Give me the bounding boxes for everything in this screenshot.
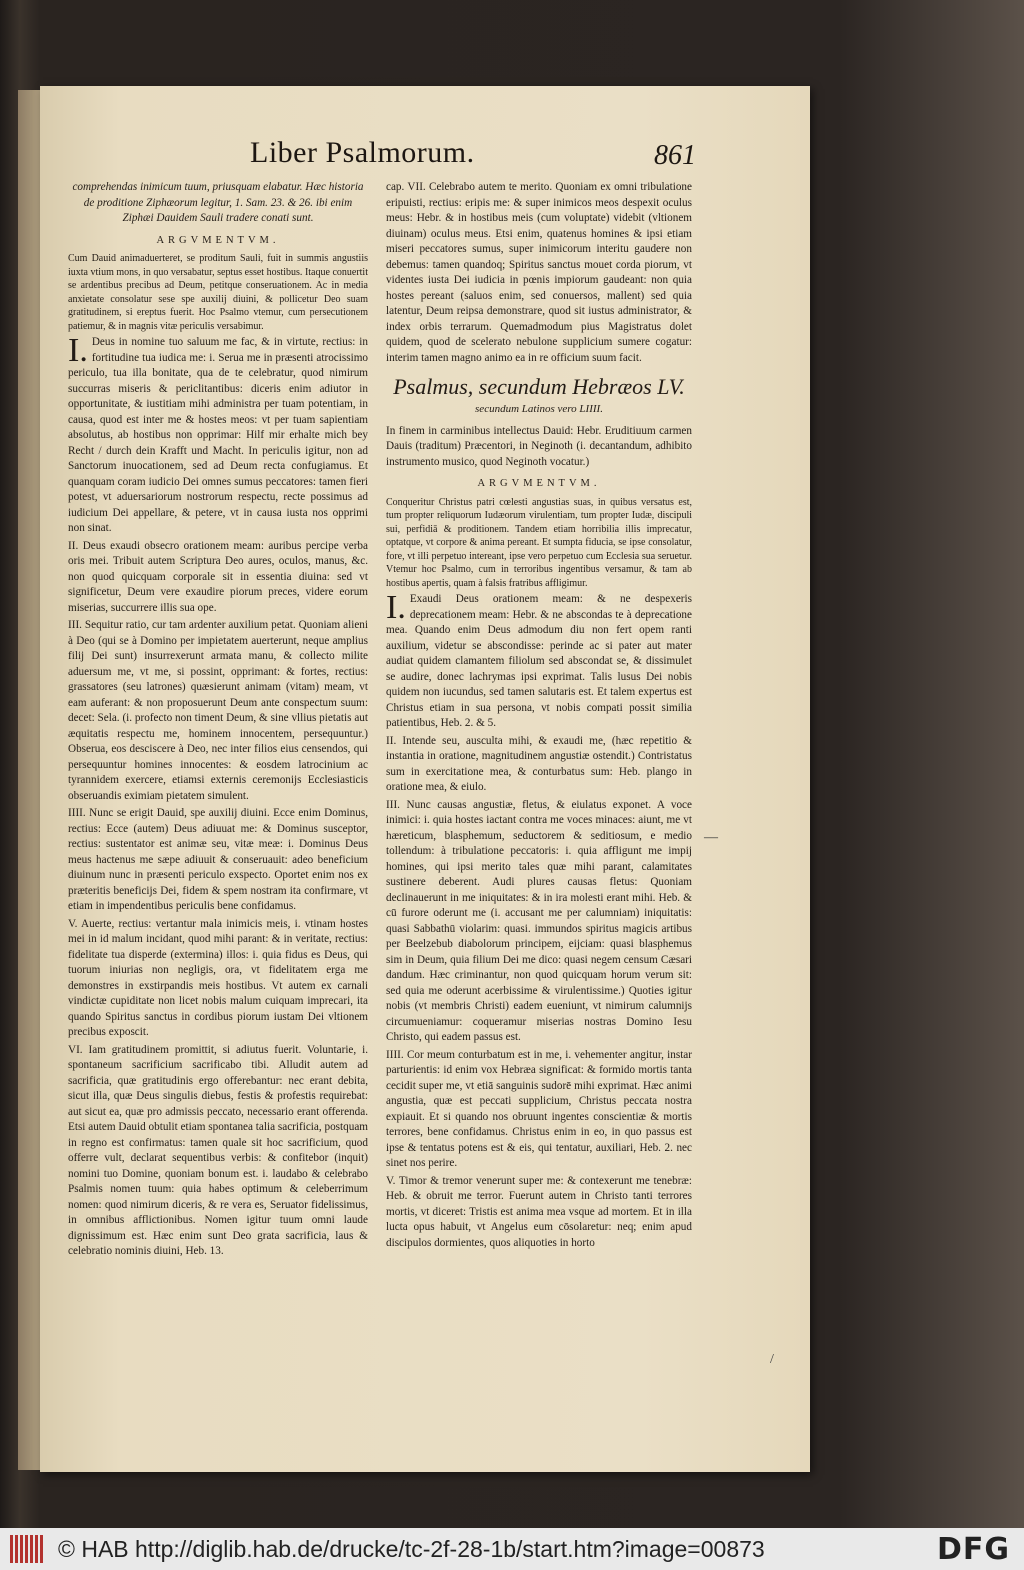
margin-pencil-mark: — xyxy=(704,830,718,845)
drop-cap-e: I. xyxy=(386,589,406,626)
viewer-footer-bar xyxy=(0,1528,1024,1570)
right-argument-heading: ARGVMENTVM. xyxy=(477,478,601,489)
psalm-subtitle: secundum Latinos vero LIIII. xyxy=(475,403,603,415)
right-verse-4: IIII. Cor meum conturbatum est in me, i. vehementer angitur, instar parturientis: id enim vox Hebræa significat: & formido mortis tanta cecidit super me, vt etiā sanguinis sudorē mihi exprimat. Hæc animi angustia, quæ est peccati supplicium, Christus peccata nostra expiauit. Et si quando nos obruunt ingentes conscientiæ & mortis terrores, bene confidamus. Christus enim in eo, in quo passus est ipse & tentatus potens est & eis, qui tentatur, auxiliari, Heb. 2. nec sinet nos perire. xyxy=(386,1048,692,1169)
right-verse-7: cap. VII. Celebrabo autem te merito. Quoniam ex omni tribulatione eripuisti, rectius: eripis me: & super inimicos meos despexit oculus meus: Hebr. & in hostibus meis (cum voluptate) videbit (vltionem diuinam) oculus meus. Etsi enim, quatenus homines & ipsi etiam miseri peccatores sumus, super inimicorum interitu gaudere non debemus: tamen quandoq; Spiritus sanctus mouet corda piorum, vt videntes iusta Dei iudicia in pœnis impiorum gaudeant: non quia hostes pereant (saluos enim, sed conuersos, mallent) sed quia latentur, Deum reipsa demonstrare, quod sit iustus administrator, & index orbis terrarum. Quemadmodum pius Magistratus dolet quidem, quod de scelerato nebulone supplicium sumere cogatur: interim tamen magno animo ea in re officium suum facit. xyxy=(386,181,692,364)
left-verse-2: II. Deus exaudi obsecro orationem meam: auribus percipe verba oris mei. Tribuit autem Scriptura Deo aures, oculos, manus, &c. non quod quicquam corporale sit in essentia diuina: sed vt significetur, Deum vere exaudire piorum preces, videre eorum miserias, succurrere illis sua ope. xyxy=(68,539,368,614)
left-verse-4: IIII. Nunc se erigit Dauid, spe auxilij diuini. Ecce enim Dominus, rectius: Ecce (autem) Deus adiuuat me: & Dominus susceptor, rectius: sustentator est animæ seu, vitæ meæ: i. Dominus Deus meus hactenus me sæpe adiuuit & conseruauit: adeo beneficium diuinum nunc in præsenti periculo exspecto. Oportet enim nos ex præteritis beneficijs Dei, fidem & spem nostram ita confirmare, vt etiam in impendentibus periculis bene confidamus. xyxy=(68,807,368,912)
margin-pencil-tick: / xyxy=(770,1352,774,1367)
left-verse-5: V. Auerte, rectius: vertantur mala inimicis meis, i. vtinam hostes mei in id malum incidant, quod mihi parant: & in veritate, rectius: fidelitate tua disperde (extermina) illos: i. quia fidus es Deus, qui tuorum iniurias non negligis, ora, vt fidelitatem erga me demonstres in exstirpandis meis hostibus. Vt autem ex carnali vindictæ cupiditate non licet nobis malum cuiquam imprecari, ita quando Spiritus sanctus in cordibus piorum iustam Dei vltionem precibus exposcit. xyxy=(68,917,368,1038)
left-verse-6: VI. Iam gratitudinem promittit, si adiutus fuerit. Voluntarie, i. spontaneum sacrificium sacrificabo tibi. Alludit autem ad sacrificia, quæ gratitudinis ergo offerebantur: nec erant debita, sicut illa, quæ Deus singulis diebus, festis & profestis requirebat: aut sicut ea, quæ pro admissis peccato, necessario erant offerenda. Etsi autem Dauid obtulit etiam spontanea talia sacrificia, postquam in regno est confirmatus: tamen quale sit hoc sacrificium, quod offerre vult, declarat sequentibus verbis: & confitebor (inquit) nomini tuo Domine, quoniam bonum est. i. laudabo & celebrabo Psalmis nomen tuum: quia habes optimum & celeberrimum nomen: quod nimirum diceris, & re vera es, Seruator fidelissimus, in omnibus afflictionibus. Nomen igitur tuum omni laude dignissimum est. Hæc enim sunt Deo grata sacrificia, laus & celebratio nominis diuini, Heb. 13. xyxy=(68,1043,368,1257)
right-column xyxy=(386,180,692,1300)
dfg-logo: DFG xyxy=(936,1531,1010,1567)
right-verse-5: V. Timor & tremor venerunt super me: & contexerunt me tenebræ: Heb. & obruit me terror. Fuerunt autem in Christo tanti terrores mortis, vt diceret: Tristis est anima mea vsque ad mortem. Et in illa lucta opus habuit, vt Angelus eum cōsolaretur: neq; enim apud discipulos dormientes, quos aliquoties in horto xyxy=(386,1174,692,1249)
hab-barcode-icon xyxy=(10,1535,50,1563)
left-column xyxy=(68,180,368,1300)
right-verse-2: II. Intende seu, ausculta mihi, & exaudi me, (hæc repetitio & instantia in oratione, magnitudinem angustiæ ostendit.) Contristatus sum in exercitatione mea, & conturbatus sum: Heb. plango in oratione mea, & eiulo. xyxy=(386,734,692,793)
right-argument-text: Conqueritur Christus patri cœlesti angustias suas, in quibus versatus est, tum propter reliquorum Iudæorum virulentiam, tum propter Iudæ, discipuli sui, perfidiā & proditionem. Tandem etiam horribilia illis imprecatur, optatque, vt corpore & anima pereant. Et sumpta fiducia, se ipse consolatur, fore, vt illi perpetuo intereant, ipse vero perpetuo cum Ecclesia sua seruetur. Vtemur hoc Psalmo, cum in terroribus ingentibus versamur, & tam ab hostibus apertis, quam à falsis fratribus affligimur. xyxy=(386,496,692,589)
copyright-url-link[interactable]: © HAB http://diglib.hab.de/drucke/tc-2f-28-1b/start.htm?image=00873 xyxy=(58,1535,765,1562)
page-number: 861 xyxy=(654,140,696,171)
left-intro: comprehendas inimicum tuum, priusquam elabatur. Hæc historia de proditione Ziphæorum legitur, 1. Sam. 23. & 26. ibi enim Ziphæi Dauidem Sauli tradere conati sunt. xyxy=(72,181,364,224)
left-verse-1-text: Deus in nomine tuo saluum me fac, & in virtute, rectius: in fortitudine tua iudica me: i. Serua me in præsenti atrocissimo periculo, tua illa bonitate, qua de te celebratur, quod nimirum succurras miseris & periclitantibus: diceris enim adiutor in opportunitate, & iustitiam mihi administra per tuam potentiam, in causa, quod est inter me & hostes meos: vt per tuam sapientiam absolutus, ab hostibus non opprimar: Hilf mir erhalte mich bey Recht / durch dein Krafft und Macht. In periculis igitur, non ad Sanctorum inuocationem, sed ad Deum recta confugiamus. Et quanquam coram iudicio Dei omnes sumus peccatores: tamen fieri potest, vt aduersariorum nostrorum respectu, recte possimus ad iudicium Dei appellare, & petere, vt in causa iusta nos opprimi non sinat. xyxy=(68,336,368,534)
psalm-inscription: In finem in carminibus intellectus Dauid: Hebr. Eruditiuum carmen Dauis (traditum) Præcentori, in Neginoth (i. decantandum, adhibito instrumento musico, quod Neginoth vocatur.) xyxy=(386,424,692,468)
psalm-title: Psalmus, secundum Hebræos LV. xyxy=(393,374,685,399)
drop-cap-d: I. xyxy=(68,332,88,369)
running-head: Liber Psalmorum. xyxy=(250,136,475,169)
right-verse-3: III. Nunc causas angustiæ, fletus, & eiulatus exponet. A voce inimici: i. quia hostes iactant contra me voces minaces: aiunt, me vt hæreticum, blasphemum, seductorem & seditiosum, e medio tollendum: à tribulatione peccatoris: i. quia affligunt me impij homines, qui ipsi merito tales quæ mihi parant, calamitates sustinere deberent. Audi plures causas fletus: Quoniam declinauerunt in me iniquitates: & in ira molesti erant mihi. Heb. & cū furore oderunt me (i. accusant me per calumniam) iniquitatis: quasi Sabbathū violarim: quasi. immundos spiritus magicis artibus per Beelzebub diabolorum principem, eijciam: quasi blasphemus sim in Deum, quia filium Dei me dico: quasi negem censum Cæsari dandum. Hæc criminantur, non quod quicquam horum verum sit: sed quia me oderunt acerbissime & virulentissime.) Quoties igitur nobis (vt membris Christi) eadem eueniunt, vt nimirum calumnijs circumueniamur: coqueramur miserias nostras Domino Iesu Christo, qui eadem passus est. xyxy=(386,798,692,1043)
left-argument-heading: ARGVMENTVM. xyxy=(156,234,280,246)
left-verse-3: III. Sequitur ratio, cur tam ardenter auxilium petat. Quoniam alieni à Deo (qui se à Domino per impietatem auerterunt, neque amplius filij Dei sunt) insurrexerunt armata manu, & collecto milite aduersum me, vt me, si possint, opprimant: & fortes, rectius: grassatores (seu latrones) quæsierunt animam (vitam) meam, vt eam auferant: & non proposuerunt Deum ante conspectum suum: decet: Sela. (i. profecto non timent Deum, & sine vllius pietatis aut æquitatis respectu me, hominem innocentem, persequuntur.) Obserua, eos desciscere à Deo, nec inter filios eius censendos, qui persequuntur homines innocentes: & eosdem latrocinium ac tyrannidem exercere, etiamsi externis ceremonijs Ecclesiasticis obseruandis eximiam pietatem simulent. xyxy=(68,619,368,802)
left-argument-text: Cum Dauid animaduerteret, se proditum Sauli, fuit in summis angustiis iuxta vtium mons, in quo versabatur, septus esset hostibus. Itaque conuertit se ardentibus precibus ad Deum, petitque conseruationem. Ac in media anxietate consolatur sese spe auxilij diuini, & pollicetur Deo suam gratitudinem, si ereptus fuerit. Hoc Psalmo vtemur, cum persecutionem patiemur, & in magnis vitæ periculis versabimur. xyxy=(68,253,368,332)
left-verse-1 xyxy=(68,332,368,537)
right-verse-1-text: Exaudi Deus orationem meam: & ne despexeris deprecationem meam: Hebr. & ne abscondas te à deprecatione mea. Quando enim Deus admodum diu non fert opem ranti auxilium, videtur se abscondisse: perinde ac si pater aut mater audiat quidem clamantem filiolum sed abscondat se, & dissimulet se audire, donec lachrymas ipsi exprimat. Talis lusus Dei nobis quidem non iucundus, sed tamen salutaris est. Et talem expertus est Christus etiam in sua persona, vt nobis compati possit similia patientibus, Heb. 2. & 5. xyxy=(386,593,692,729)
right-verse-1 xyxy=(386,589,692,732)
